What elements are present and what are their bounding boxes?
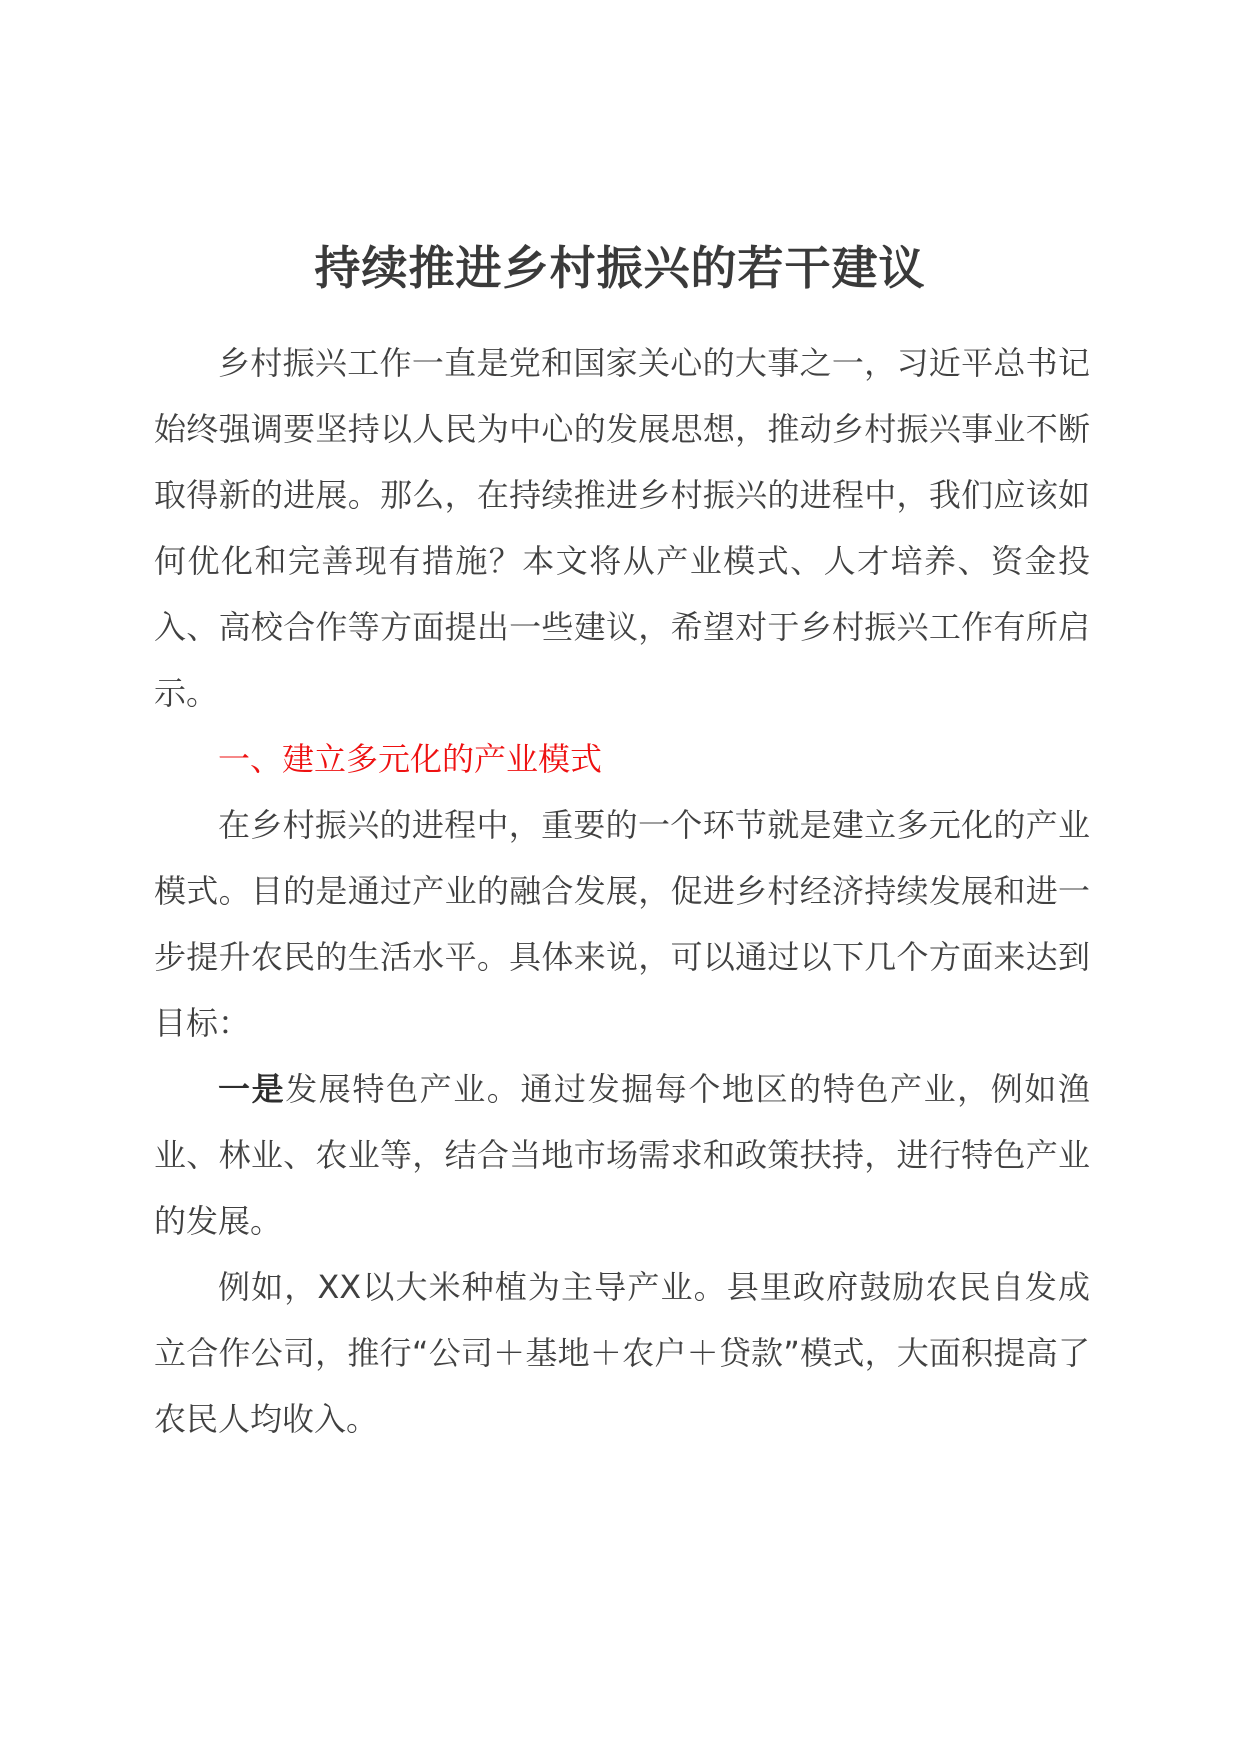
- point-1-text: 发展特色产业。通过发掘每个地区的特色产业，例如渔业、林业、农业等，结合当地市场需求和政策扶持，进行特色产业的发展。: [154, 1070, 1090, 1240]
- point-1-paragraph: [154, 1056, 1090, 1254]
- document-title: 持续推进乡村振兴的若干建议: [314, 241, 926, 295]
- section-heading-1: 一、建立多元化的产业模式: [218, 740, 603, 778]
- point-1-lead: 一是: [218, 1070, 286, 1108]
- example-paragraph: 例如，XX以大米种植为主导产业。县里政府鼓励农民自发成立合作公司，推行“公司＋基地＋农户＋贷款”模式，大面积提高了农民人均收入。: [154, 1268, 1090, 1438]
- section-1-paragraph: 在乡村振兴的进程中，重要的一个环节就是建立多元化的产业模式。目的是通过产业的融合发展，促进乡村经济持续发展和进一步提升农民的生活水平。具体来说，可以通过以下几个方面来达到目标：: [154, 806, 1090, 1042]
- intro-paragraph: 乡村振兴工作一直是党和国家关心的大事之一，习近平总书记始终强调要坚持以人民为中心的发展思想，推动乡村振兴事业不断取得新的进展。那么，在持续推进乡村振兴的进程中，我们应该如何优化和完善现有措施？本文将从产业模式、人才培养、资金投入、高校合作等方面提出一些建议，希望对于乡村振兴工作有所启示。: [154, 344, 1090, 712]
